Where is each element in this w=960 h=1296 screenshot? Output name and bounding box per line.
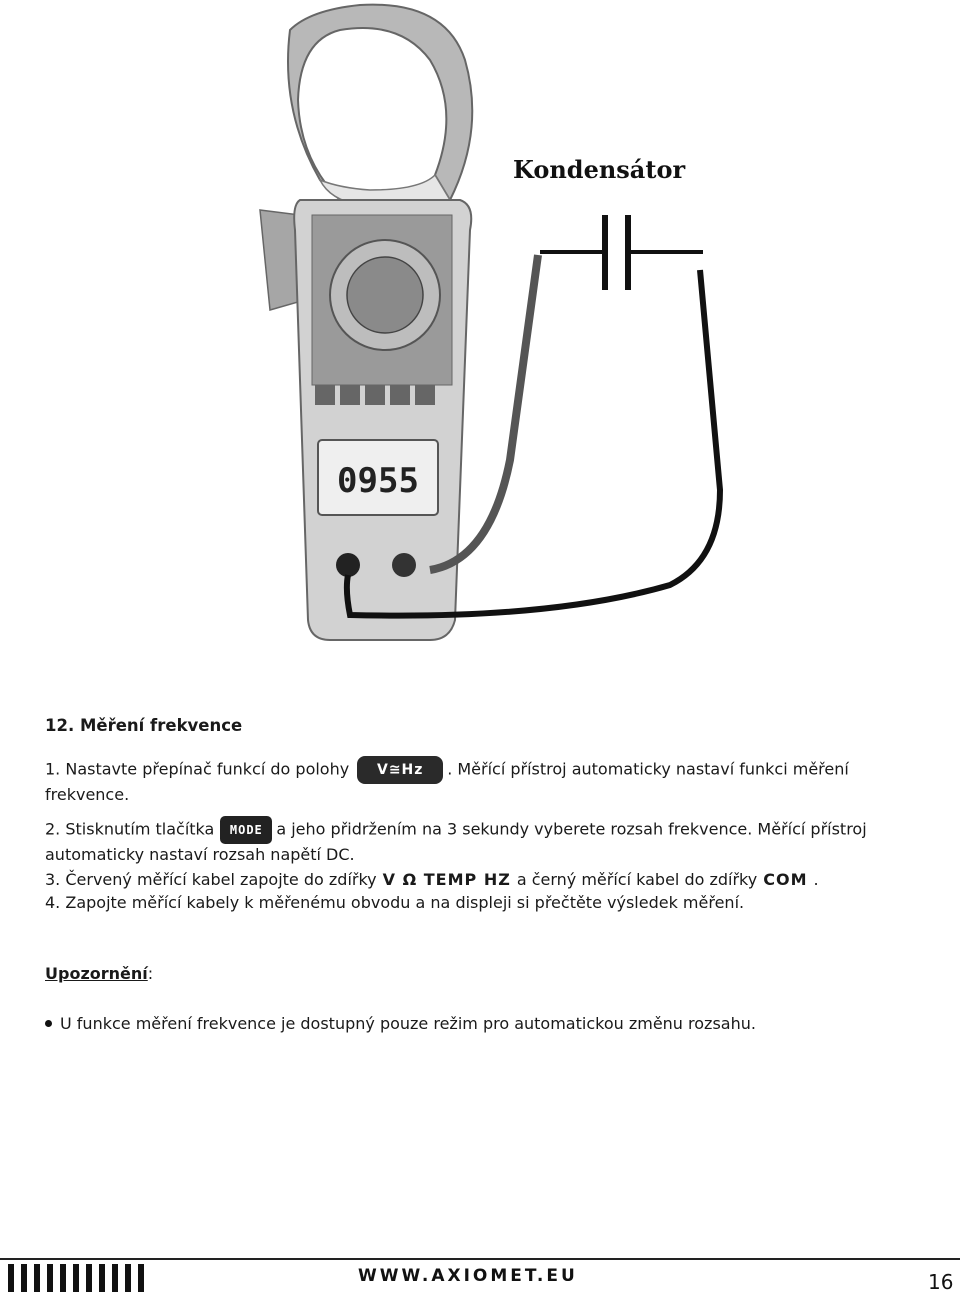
step-3 (45, 869, 925, 891)
step-3-text-post: . (813, 870, 819, 889)
step-1-text-post: . Měřící přístroj automaticky nastaví funkci měření frekvence. (45, 759, 849, 804)
step-4: 4. Zapojte měřící kabely k měřenému obvodu a na displeji si přečtěte výsledek měření. (45, 893, 745, 912)
warning-title: Upozornění (45, 964, 148, 983)
section-title: 12. Měření frekvence (45, 716, 243, 735)
bullet-icon (45, 1020, 52, 1027)
step-2-text-post: a jeho přidržením na 3 sekundy vyberete rozsah frekvence. Měřící přístroj automaticky nastaví rozsah napětí DC. (45, 819, 867, 864)
warning-list-item (45, 1013, 925, 1035)
warning-heading (45, 963, 925, 985)
warning-colon: : (147, 964, 154, 983)
step-1 (45, 756, 925, 806)
footer-website: WWW.AXIOMET.EU (358, 1266, 578, 1286)
footer-barcode-decoration (8, 1264, 151, 1296)
step-3-text-mid: a černý měřící kabel do zdířky (516, 870, 758, 889)
page-footer (0, 1258, 960, 1292)
vhz-mode-icon: V≅Hz (357, 756, 443, 784)
v-ohm-temp-hz-jack-icon: V Ω TEMP HZ (382, 870, 511, 889)
footer-divider (0, 1258, 960, 1260)
step-3-text-pre: 3. Červený měřící kabel zapojte do zdířky (45, 870, 377, 889)
com-jack-icon: COM (763, 870, 808, 889)
step-2-text-pre: 2. Stisknutím tlačítka (45, 819, 215, 839)
lcd-reading: 0955 (337, 461, 419, 501)
warning-item-text: U funkce měření frekvence je dostupný pouze režim pro automatickou změnu rozsahu. (60, 1014, 756, 1033)
page-number: 16 (928, 1270, 954, 1294)
mode-button-icon: MODE (220, 816, 272, 844)
capacitor-label: Kondensátor (513, 155, 686, 184)
step-1-text-pre: 1. Nastavte přepínač funkcí do polohy (45, 759, 350, 779)
step-2 (45, 816, 925, 866)
clamp-meter-figure (220, 0, 740, 680)
clamp-meter-illustration (220, 0, 740, 680)
